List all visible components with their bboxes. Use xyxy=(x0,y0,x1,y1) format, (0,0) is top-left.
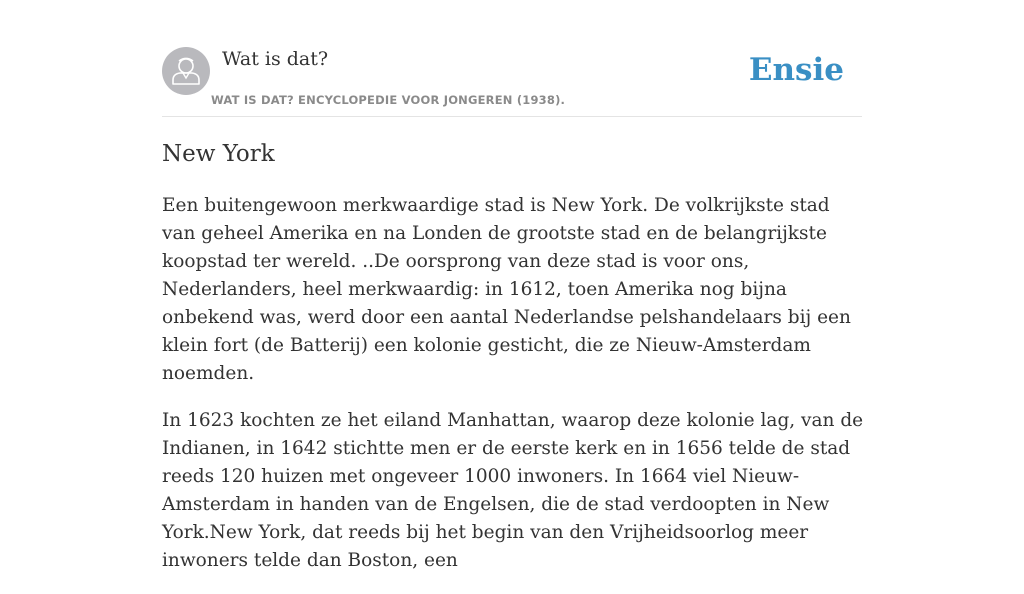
source-header xyxy=(162,46,862,117)
article-title: New York xyxy=(162,141,275,167)
article-paragraph: In 1623 kochten ze het eiland Manhattan, waarop deze kolonie lag, van de Indianen, in 1642 stichtte men er de eerste kerk en in 1656 telde de stad reeds 120 huizen met ongeveer 1000 inwoners. In 1664 viel Nieuw-Amsterdam in handen van de Engelsen, die de stad verdoopten in New York.New York, dat reeds bij het begin van den Vrijheidsoorlog meer inwoners telde dan Boston, een xyxy=(162,410,864,571)
ensie-logo[interactable]: Ensie xyxy=(748,52,844,88)
article-body xyxy=(162,192,868,594)
source-subtitle[interactable]: WAT IS DAT? ENCYCLOPEDIE VOOR JONGEREN (1938). xyxy=(211,93,566,107)
source-title[interactable]: Wat is dat? xyxy=(222,48,329,70)
user-icon[interactable] xyxy=(162,47,210,95)
article-paragraph: Een buitengewoon merkwaardige stad is New York. De volkrijkste stad van geheel Amerika en na Londen de grootste stad en de belangrijkste koopstad ter wereld. ..De oorsprong van deze stad is voor ons, Nederlanders, heel merkwaardig: in 1612, toen Amerika nog bijna onbekend was, werd door een aantal Nederlandse pelshandelaars bij een klein fort (de Batterij) een kolonie gesticht, die ze Nieuw-Amsterdam noemden. xyxy=(162,195,851,384)
